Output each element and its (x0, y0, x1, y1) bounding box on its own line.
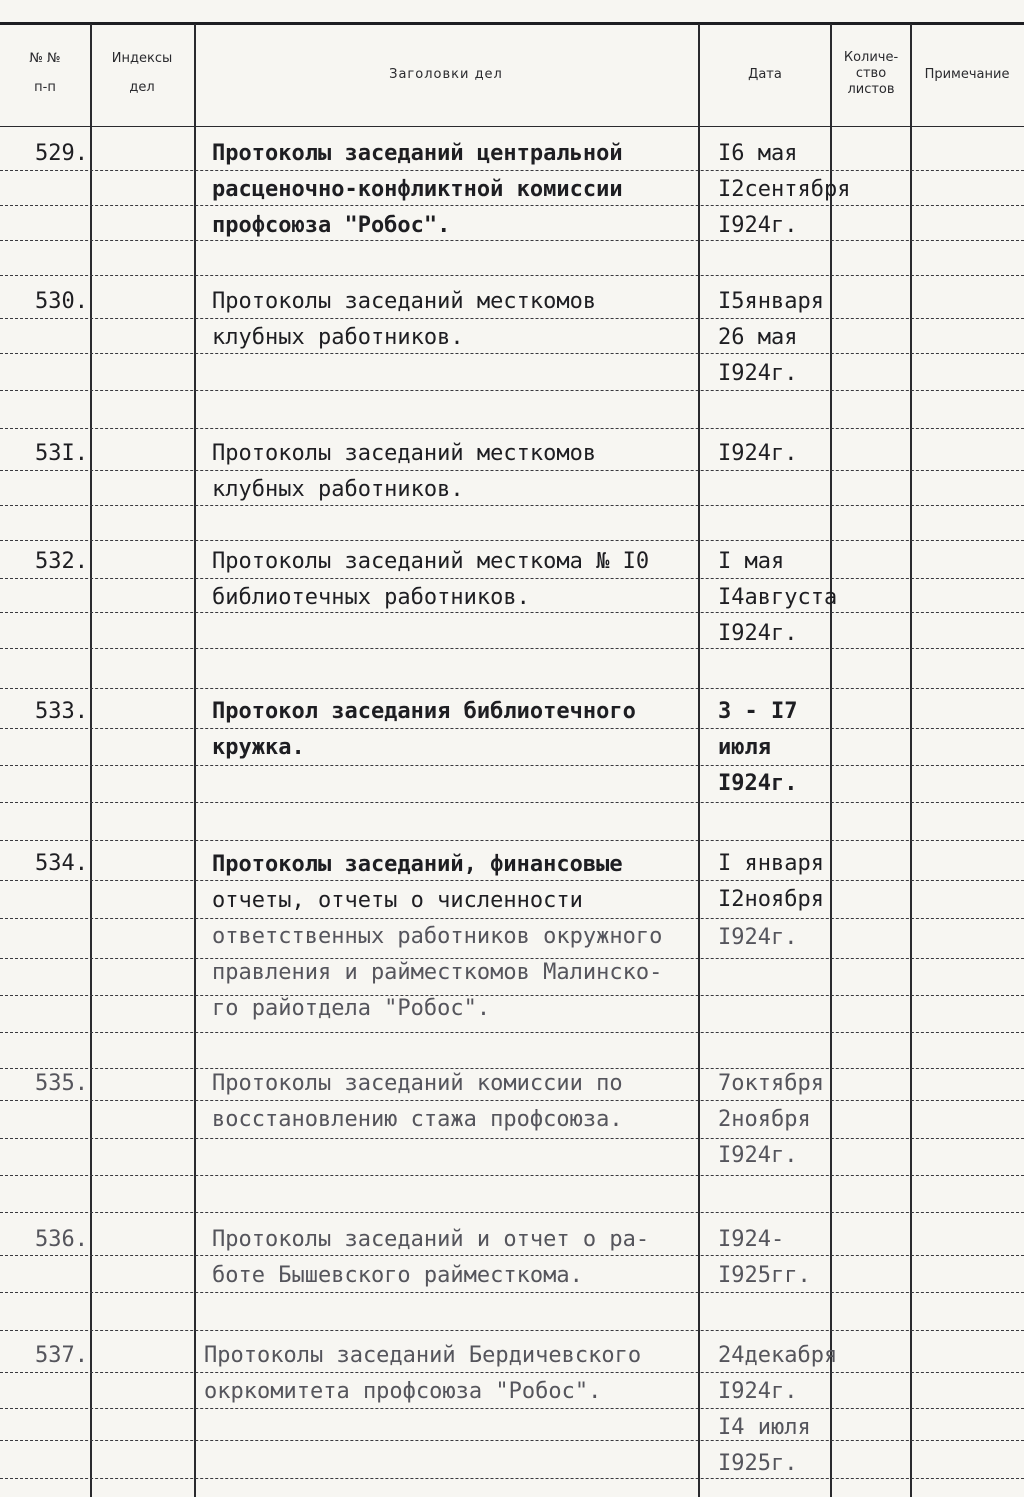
record-date: I мая I4августа I924г. (718, 549, 838, 646)
ruled-line (0, 275, 1024, 277)
record-number: 535. (35, 1071, 88, 1096)
ruled-line (0, 1032, 1024, 1034)
header-date: Дата (748, 67, 782, 82)
record-number: 534. (35, 851, 88, 876)
record-number: 536. (35, 1227, 88, 1252)
ruled-line (0, 1138, 1024, 1140)
column-divider (910, 24, 912, 1497)
header-note: Примечание (924, 67, 1010, 82)
ruled-line (0, 840, 1024, 842)
record-title: Протокол заседания библиотечного кружка. (212, 699, 636, 760)
ruled-line (0, 1440, 1024, 1442)
record-title: Протоколы заседаний центральной расценочно-конфликтной комиссии профсоюза "Робос". (212, 141, 623, 238)
record-number: 537. (35, 1343, 88, 1368)
record-number: 529. (35, 141, 88, 166)
record-number: 533. (35, 699, 88, 724)
header-bottom-border (0, 126, 1024, 128)
ruled-line (0, 540, 1024, 542)
column-divider (194, 24, 196, 1497)
record-date: I924г. (718, 441, 798, 466)
record-date: I5января 26 мая I924г. (718, 289, 824, 386)
ruled-line (0, 688, 1024, 690)
header-index: Индексы дел (111, 51, 173, 95)
record-title: Протоколы заседаний комиссии по восстановлению стажа профсоюза. (212, 1071, 623, 1132)
record-title: Протоколы заседаний и отчет о ра- боте Бышевского райместкома. (212, 1227, 650, 1288)
ruled-line (0, 428, 1024, 430)
record-date: I января I2ноября I924г. (718, 851, 824, 950)
ruled-line (0, 1175, 1024, 1177)
column-divider (90, 24, 92, 1497)
header-number: № № п-п (29, 51, 61, 95)
ruled-line (0, 802, 1024, 804)
record-number: 532. (35, 549, 88, 574)
ruled-line (0, 1212, 1024, 1214)
record-date: 3 - I7 июля I924г. (718, 699, 798, 796)
record-title: Протоколы заседаний месткомов клубных работников. (212, 289, 597, 350)
record-title: Протоколы заседаний Бердичевского окркомитета профсоюза "Робос". (204, 1343, 642, 1404)
ruled-line (0, 1478, 1024, 1480)
record-title: Протоколы заседаний, финансовые отчеты, отчеты о численности ответственных работников окружного правления и райместкомов Малинско- го райотдела "Робос". (212, 852, 663, 1021)
header-sheet-count: Количе- ство листов (843, 50, 899, 97)
record-date: I6 мая I2сентября I924г. (718, 141, 851, 238)
record-title: Протоколы заседаний месткома № I0 библиотечных работников. (212, 549, 650, 610)
record-number: 53I. (35, 441, 88, 466)
record-date: 7октября 2ноября I924г. (718, 1071, 824, 1168)
record-date: I924- I925гг. (718, 1227, 811, 1288)
record-date: 24декабря I924г. I4 июля I925г. (718, 1343, 838, 1476)
ruled-line (0, 1330, 1024, 1332)
table-top-border (0, 22, 1024, 25)
header-titles: Заголовки дел (389, 67, 503, 82)
record-number: 530. (35, 289, 88, 314)
ruled-line (0, 648, 1024, 650)
ruled-line (0, 390, 1024, 392)
record-title: Протоколы заседаний месткомов клубных работников. (212, 441, 597, 502)
